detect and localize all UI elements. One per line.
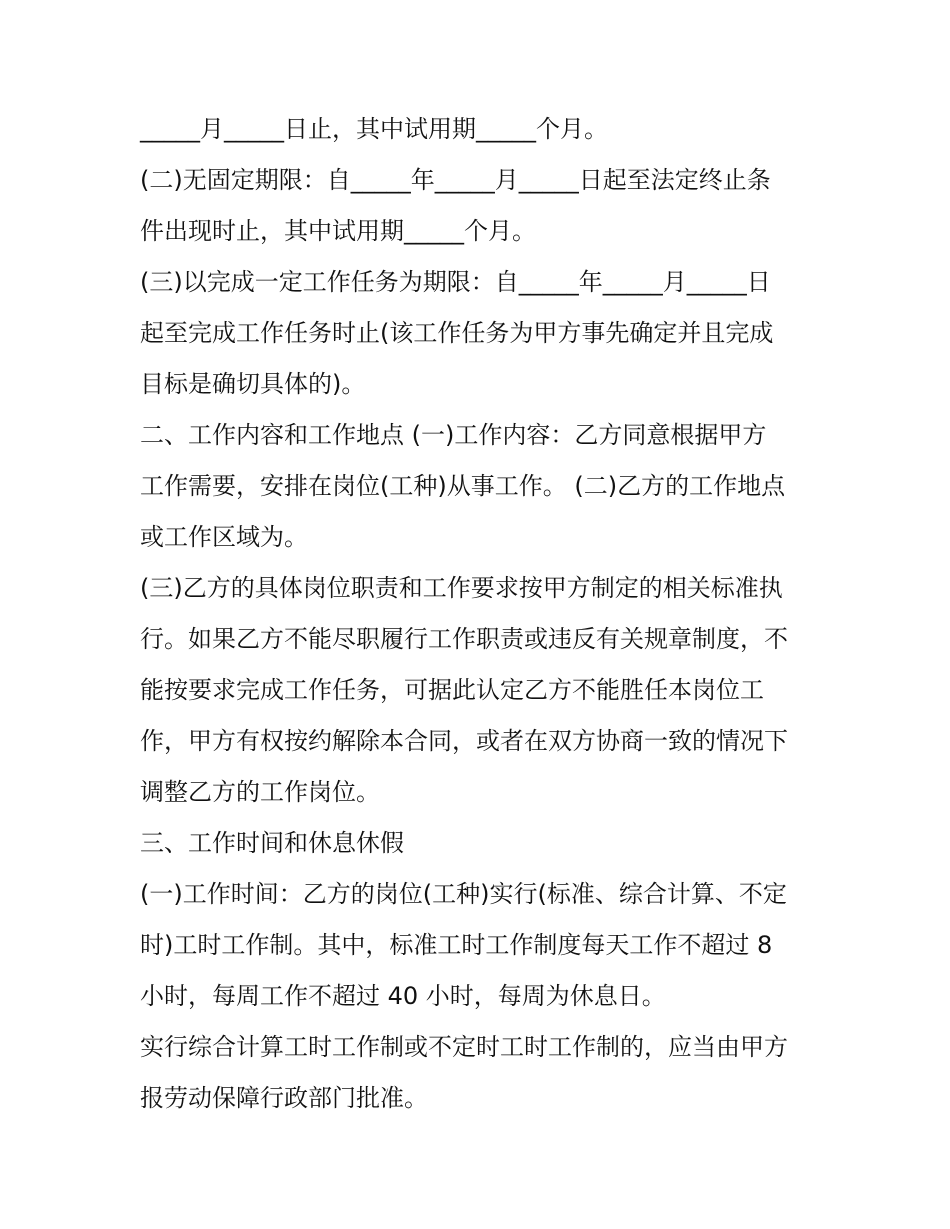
text-line: 报劳动保障行政部门批准。 <box>140 1084 428 1112</box>
text-line: 起至完成工作任务时止(该工作任务为甲方事先确定并且完成 <box>140 319 774 347</box>
text-line: _____月_____日止，其中试用期_____个月。 <box>140 115 608 143</box>
text-line: 调整乙方的工作岗位。 <box>140 778 380 806</box>
text-line: 作，甲方有权按约解除本合同，或者在双方协商一致的情况下 <box>140 727 788 755</box>
text-line: 能按要求完成工作任务，可据此认定乙方不能胜任本岗位工 <box>140 676 764 704</box>
text-line: 小时，每周工作不超过 40 小时，每周为休息日。 <box>140 982 666 1010</box>
text-line: (三)以完成一定工作任务为期限：自_____年_____月_____日 <box>140 268 771 296</box>
text-line: 或工作区域为。 <box>140 523 308 551</box>
text-line: 时)工时工作制。其中，标准工时工作制度每天工作不超过 8 <box>140 931 773 959</box>
text-line: (一)工作时间：乙方的岗位(工种)实行(标准、综合计算、不定 <box>140 880 787 908</box>
text-line: 实行综合计算工时工作制或不定时工时工作制的，应当由甲方 <box>140 1033 788 1061</box>
text-line: 目标是确切具体的)。 <box>140 370 366 398</box>
text-line: 件出现时止，其中试用期_____个月。 <box>140 217 536 245</box>
section-heading-line: 三、工作时间和休息休假 <box>140 829 404 857</box>
text-line: 工作需要，安排在岗位(工种)从事工作。 (二)乙方的工作地点 <box>140 472 786 500</box>
contract-text <box>140 104 820 1124</box>
text-line: (二)无固定期限：自_____年_____月_____日起至法定终止条 <box>140 166 771 194</box>
text-line: 行。如果乙方不能尽职履行工作职责或违反有关规章制度，不 <box>140 625 788 653</box>
text-line: (三)乙方的具体岗位职责和工作要求按甲方制定的相关标准执 <box>140 574 783 602</box>
section-heading-line: 二、工作内容和工作地点 (一)工作内容：乙方同意根据甲方 <box>140 421 767 449</box>
